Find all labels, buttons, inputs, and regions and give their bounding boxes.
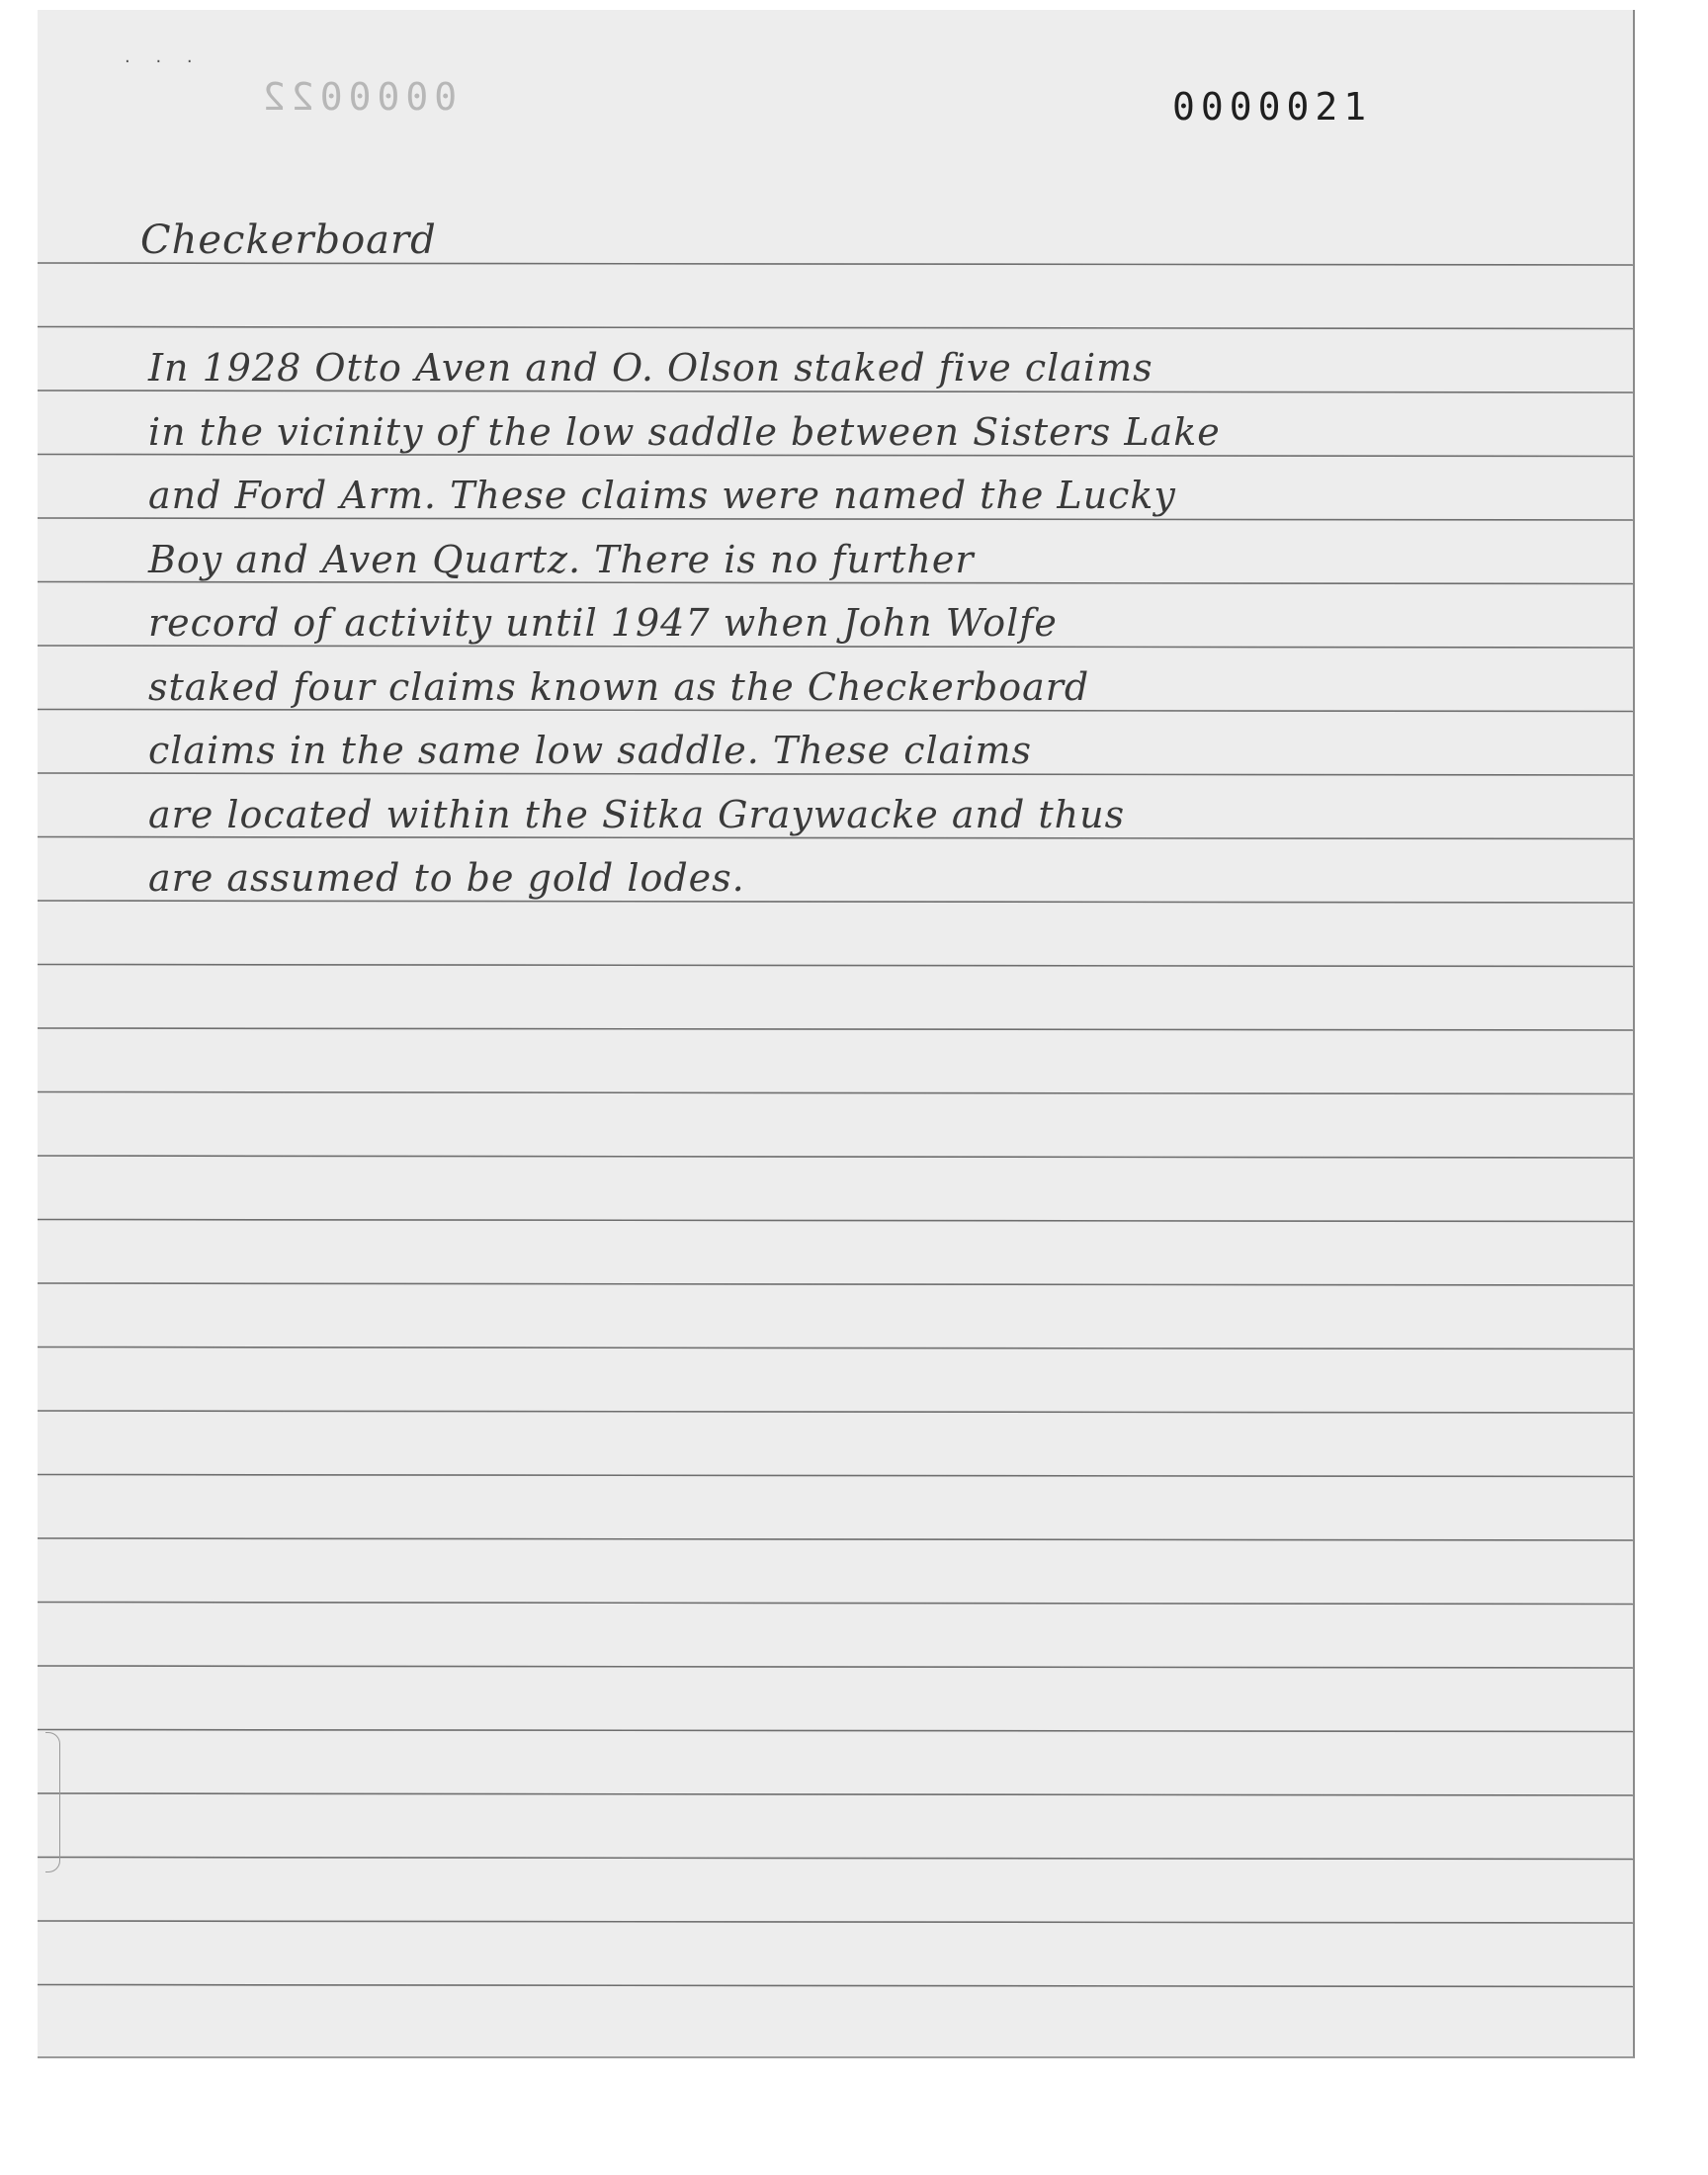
ruled-line [38,1156,1633,1158]
ruled-line [38,455,1633,457]
body-line: are located within the Sitka Graywacke and thus [148,793,1126,836]
body-line: claims in the same low saddle. These claims [148,729,1033,772]
page-number: 0000021 [1172,85,1373,129]
ruled-line [38,1793,1633,1795]
body-line: are assumed to be gold lodes. [148,856,745,900]
ruled-lines [38,10,1633,2056]
ruled-line [38,263,1633,265]
ruled-line [38,1475,1633,1477]
ruled-line [38,1603,1633,1605]
ruled-line [38,518,1633,520]
body-line: in the vicinity of the low saddle between Sisters Lake [148,410,1221,454]
ruled-line [38,1028,1633,1030]
ruled-line [38,1348,1633,1349]
ruled-line [38,327,1633,329]
ruled-line [38,1411,1633,1413]
ruled-line [38,1283,1633,1285]
ruled-line [38,901,1633,903]
bleed-through-page-number: 0000022 [257,75,458,119]
ruled-line [38,837,1633,839]
ruled-line [38,391,1633,392]
ruled-line [38,773,1633,775]
corner-specks: · · · [125,51,203,72]
ruled-line [38,1538,1633,1540]
body-line: and Ford Arm. These claims were named the Lucky [148,474,1176,517]
ruled-line [38,1921,1633,1923]
body-line: staked four claims known as the Checkerboard [148,665,1090,709]
page-title: Checkerboard [140,218,437,263]
clip-mark [45,1732,60,1872]
ruled-line [38,1220,1633,1222]
ruled-line [38,1092,1633,1094]
ruled-line [38,1985,1633,1987]
ruled-line [38,646,1633,648]
ruled-line [38,710,1633,712]
body-line: record of activity until 1947 when John Wolfe [148,601,1058,645]
ruled-line [38,1858,1633,1860]
body-line: Boy and Aven Quartz. There is no further [148,538,975,581]
ruled-line [38,1730,1633,1732]
ruled-line [38,965,1633,967]
body-line: In 1928 Otto Aven and O. Olson staked five claims [148,346,1153,390]
ruled-line [38,1666,1633,1668]
ruled-sheet [38,10,1635,2058]
ruled-line [38,582,1633,584]
